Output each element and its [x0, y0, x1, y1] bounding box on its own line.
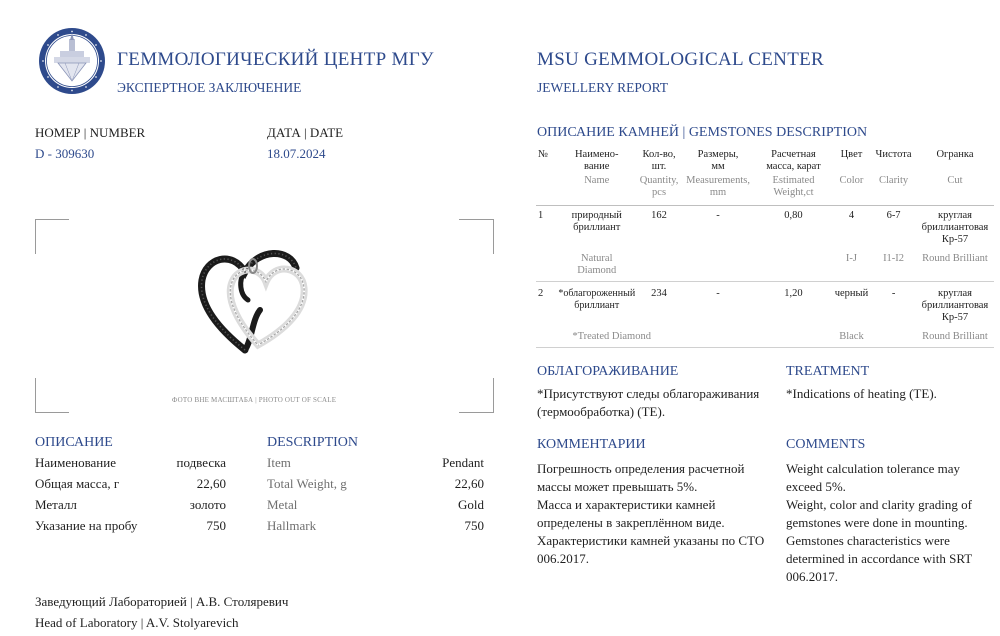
header-en-subtitle: JEWELLERY REPORT	[537, 80, 669, 95]
col-header: Расчетная масса, карат	[766, 149, 821, 172]
cell-size: -	[716, 288, 720, 299]
signature-ru: Заведующий Лабораторией | А.В. Столяревич	[35, 594, 289, 609]
col-header-en: Clarity	[878, 175, 909, 186]
table-row	[536, 206, 994, 248]
gemstones-title: ОПИСАНИЕ КАМНЕЙ | GEMSTONES DESCRIPTION	[537, 125, 868, 140]
photo-caption: ФОТО ВНЕ МАСШТАБА | PHOTO OUT OF SCALE	[171, 396, 337, 404]
report-number-value: D - 309630	[35, 146, 95, 161]
cell-qty: 234	[651, 288, 667, 299]
signature-en: Head of Laboratory | A.V. Stolyarevich	[35, 615, 239, 630]
col-header-en: Color	[839, 175, 864, 186]
row-value: 750	[206, 518, 226, 533]
treatment-ru-title: ОБЛАГОРАЖИВАНИЕ	[537, 364, 679, 379]
cell-no: 2	[538, 288, 544, 299]
cell-qty: 162	[651, 210, 667, 221]
col-header-en: Measurements, mm	[686, 175, 750, 198]
col-header: Размеры, мм	[697, 149, 739, 172]
report-date-value: 18.07.2024	[267, 146, 326, 161]
comments-ru-text	[537, 460, 777, 568]
cell-color-en: I-J	[832, 247, 871, 282]
description-ru-row	[35, 518, 226, 539]
pendant-photo	[190, 240, 315, 365]
cell-name-en: Natural Diamond	[556, 247, 637, 282]
description-en-list	[267, 455, 484, 539]
table-header-ru	[536, 148, 994, 174]
cell-cut: круглая бриллиантовая Кр-57	[921, 210, 989, 245]
col-header: Цвет	[840, 149, 863, 160]
comment-line: Погрешность определения расчетной массы может превышать 5%.	[537, 461, 745, 494]
row-label: Hallmark	[267, 518, 317, 533]
row-value: Pendant	[442, 455, 484, 470]
crop-mark-top-right	[459, 219, 494, 254]
row-label: Общая масса, г	[35, 476, 120, 491]
header-ru-subtitle: ЭКСПЕРТНОЕ ЗАКЛЮЧЕНИЕ	[117, 80, 302, 95]
description-en-title: DESCRIPTION	[267, 435, 359, 450]
col-header: Огранка	[936, 149, 974, 160]
comments-en-text	[786, 460, 986, 586]
treatment-ru-text: *Присутствуют следы облагораживания (термообработка) (ТЕ).	[537, 386, 760, 419]
col-header-en: Name	[584, 175, 610, 186]
cell-weight: 1,20	[784, 288, 803, 299]
comment-line: Weight calculation tolerance may exceed 5%.	[786, 461, 961, 494]
row-value: 750	[464, 518, 484, 533]
cell-name: природный бриллиант	[571, 210, 622, 233]
description-en-row	[267, 476, 484, 497]
col-header: Чистота	[875, 149, 912, 160]
description-en-row	[267, 455, 484, 476]
comment-line: Характеристики камней указаны по СТО 006.2017.	[537, 533, 765, 566]
comment-line: Weight, color and clarity grading of gemstones were done in mounting.	[786, 497, 972, 530]
description-en-row	[267, 497, 484, 518]
row-label: Item	[267, 455, 291, 470]
row-label: Metal	[267, 497, 298, 512]
cell-name: *облагороженный бриллиант	[558, 288, 636, 311]
cell-cut-en: Round Brilliant	[916, 325, 994, 348]
header-en-title: MSU GEMMOLOGICAL CENTER	[537, 49, 824, 70]
header-ru-title: ГЕММОЛОГИЧЕСКИЙ ЦЕНТР МГУ	[117, 49, 434, 70]
crop-mark-top-left	[35, 219, 69, 254]
cell-size: -	[716, 210, 720, 221]
description-ru-title: ОПИСАНИЕ	[35, 435, 113, 450]
description-ru-row	[35, 497, 226, 518]
treatment-en-title: TREATMENT	[786, 364, 870, 379]
cell-color: 4	[848, 210, 855, 221]
comments-en-title: COMMENTS	[786, 437, 866, 452]
row-label: Total Weight, g	[267, 476, 347, 491]
description-en-row	[267, 518, 484, 539]
cell-clarity: -	[891, 288, 896, 299]
col-header-en: Estimated Weight,ct	[772, 175, 815, 198]
row-value: золото	[189, 497, 226, 512]
col-header-en: Quantity, pcs	[639, 175, 679, 198]
cell-color: черный	[834, 288, 869, 299]
row-label: Наименование	[35, 455, 116, 470]
msu-logo	[38, 27, 106, 95]
description-ru-list	[35, 455, 226, 539]
col-header-en	[536, 174, 556, 206]
cell-clarity: 6-7	[886, 210, 901, 221]
table-header-en	[536, 174, 994, 206]
treatment-en-text: *Indications of heating (TE).	[786, 386, 937, 401]
cell-clarity-en	[871, 325, 916, 348]
comment-line: Gemstones characteristics were determined in accordance with SRT 006.2017.	[786, 533, 972, 584]
cell-weight: 0,80	[784, 210, 803, 221]
row-value: подвеска	[176, 455, 226, 470]
cell-name-en: *Treated Diamond	[556, 325, 831, 348]
col-header: Кол-во, шт.	[642, 149, 676, 172]
col-header: №	[538, 149, 549, 160]
comments-ru-title: КОММЕНТАРИИ	[537, 437, 646, 452]
cell-no: 1	[538, 210, 544, 221]
description-ru-row	[35, 455, 226, 476]
comment-line: Масса и характеристики камней определены в закреплённом виде.	[537, 497, 725, 530]
col-header-en: Cut	[947, 175, 963, 186]
table-row-en	[536, 247, 994, 282]
cell-cut: круглая бриллиантовая Кр-57	[921, 288, 989, 323]
row-label: Металл	[35, 497, 77, 512]
col-header: Наимено- вание	[574, 149, 619, 172]
row-value: Gold	[458, 497, 484, 512]
table-row	[536, 282, 994, 326]
gemstones-table	[536, 148, 994, 348]
description-ru-row	[35, 476, 226, 497]
cell-cut-en: Round Brilliant	[916, 247, 994, 282]
report-number-label: НОМЕР | NUMBER	[35, 125, 146, 140]
row-value: 22,60	[454, 476, 484, 491]
row-label: Указание на пробу	[35, 518, 138, 533]
table-row-en	[536, 325, 994, 348]
row-value: 22,60	[196, 476, 226, 491]
cell-clarity-en: I1-I2	[871, 247, 916, 282]
cell-color-en: Black	[832, 325, 871, 348]
report-date-label: ДАТА | DATE	[267, 125, 344, 140]
